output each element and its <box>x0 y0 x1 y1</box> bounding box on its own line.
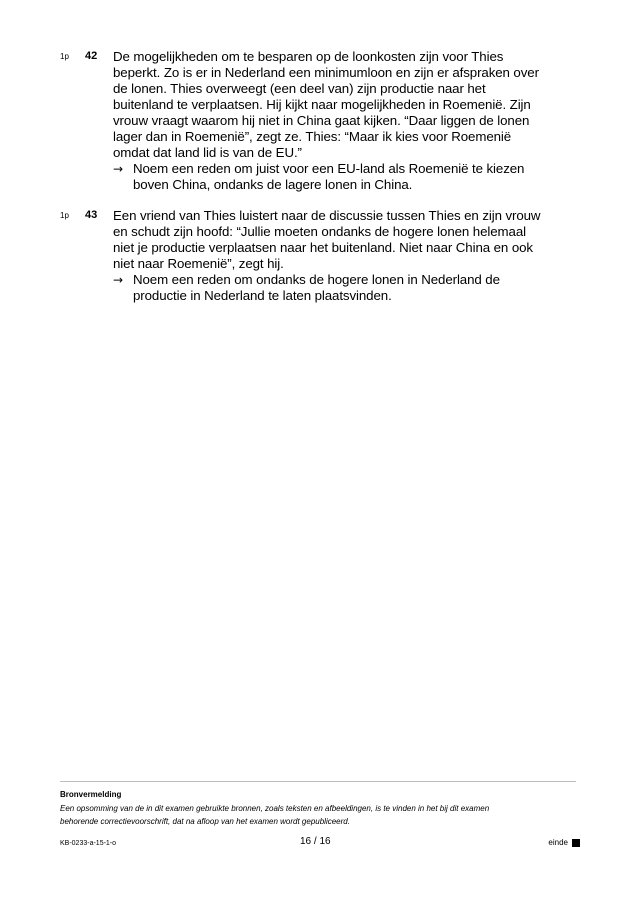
arrow-right-icon: → <box>113 162 123 176</box>
task-line: Noem een reden om juist voor een EU-land als Roemenië te kiezen <box>133 161 525 176</box>
page-number: 16 / 16 <box>300 836 331 847</box>
end-marker <box>548 838 580 847</box>
end-square-icon <box>572 839 580 847</box>
source-line: Een opsomming van de in dit examen gebruikte bronnen, zoals teksten en afbeeldingen, is te vinden in het bij dit examen <box>60 804 490 813</box>
task-line: Noem een reden om ondanks de hogere lonen in Nederland de <box>133 272 500 287</box>
question-number: 42 <box>85 50 98 62</box>
end-label: einde <box>548 838 568 847</box>
question-points: 1p <box>60 52 69 61</box>
question-line: omdat dat land lid is van de EU.” <box>113 145 302 160</box>
task-line: boven China, ondanks de lagere lonen in China. <box>133 177 413 192</box>
question-line: buitenland te verplaatsen. Hij kijkt naar mogelijkheden in Roemenië. Zijn <box>113 97 531 112</box>
document-code: KB-0233-a-15-1-o <box>60 840 117 847</box>
source-line: behorende correctievoorschrift, dat na afloop van het examen wordt gepubliceerd. <box>60 817 350 826</box>
question-line: De mogelijkheden om te besparen op de loonkosten zijn voor Thies <box>113 49 504 64</box>
task-instruction <box>113 272 563 304</box>
question-line: niet naar Roemenië”, zegt hij. <box>113 256 284 271</box>
footer-divider <box>60 781 576 782</box>
question-line: vrouw vraagt waarom hij niet in China gaat kijken. “Daar liggen de lonen <box>113 113 530 128</box>
question-line: beperkt. Zo is er in Nederland een minimumloon en zijn er afspraken over <box>113 65 539 80</box>
question-text <box>113 208 563 304</box>
question-points: 1p <box>60 211 69 220</box>
arrow-right-icon: → <box>113 273 123 287</box>
source-text <box>60 802 580 828</box>
question-text <box>113 49 563 193</box>
question-line: en schudt zijn hoofd: “Jullie moeten ondanks de hogere lonen helemaal <box>113 224 526 239</box>
task-instruction <box>113 161 563 193</box>
question-line: de lonen. Thies overweegt (een deel van) zijn productie naar het <box>113 81 486 96</box>
question-line: niet je productie verplaatsen naar het buitenland. Niet naar China en ook <box>113 240 533 255</box>
task-line: productie in Nederland te laten plaatsvinden. <box>133 288 392 303</box>
question-number: 43 <box>85 209 98 221</box>
question-line: Een vriend van Thies luistert naar de discussie tussen Thies en zijn vrouw <box>113 208 541 223</box>
source-heading: Bronvermelding <box>60 790 122 799</box>
question-line: lager dan in Roemenië”, zegt ze. Thies: “Maar ik kies voor Roemenië <box>113 129 512 144</box>
